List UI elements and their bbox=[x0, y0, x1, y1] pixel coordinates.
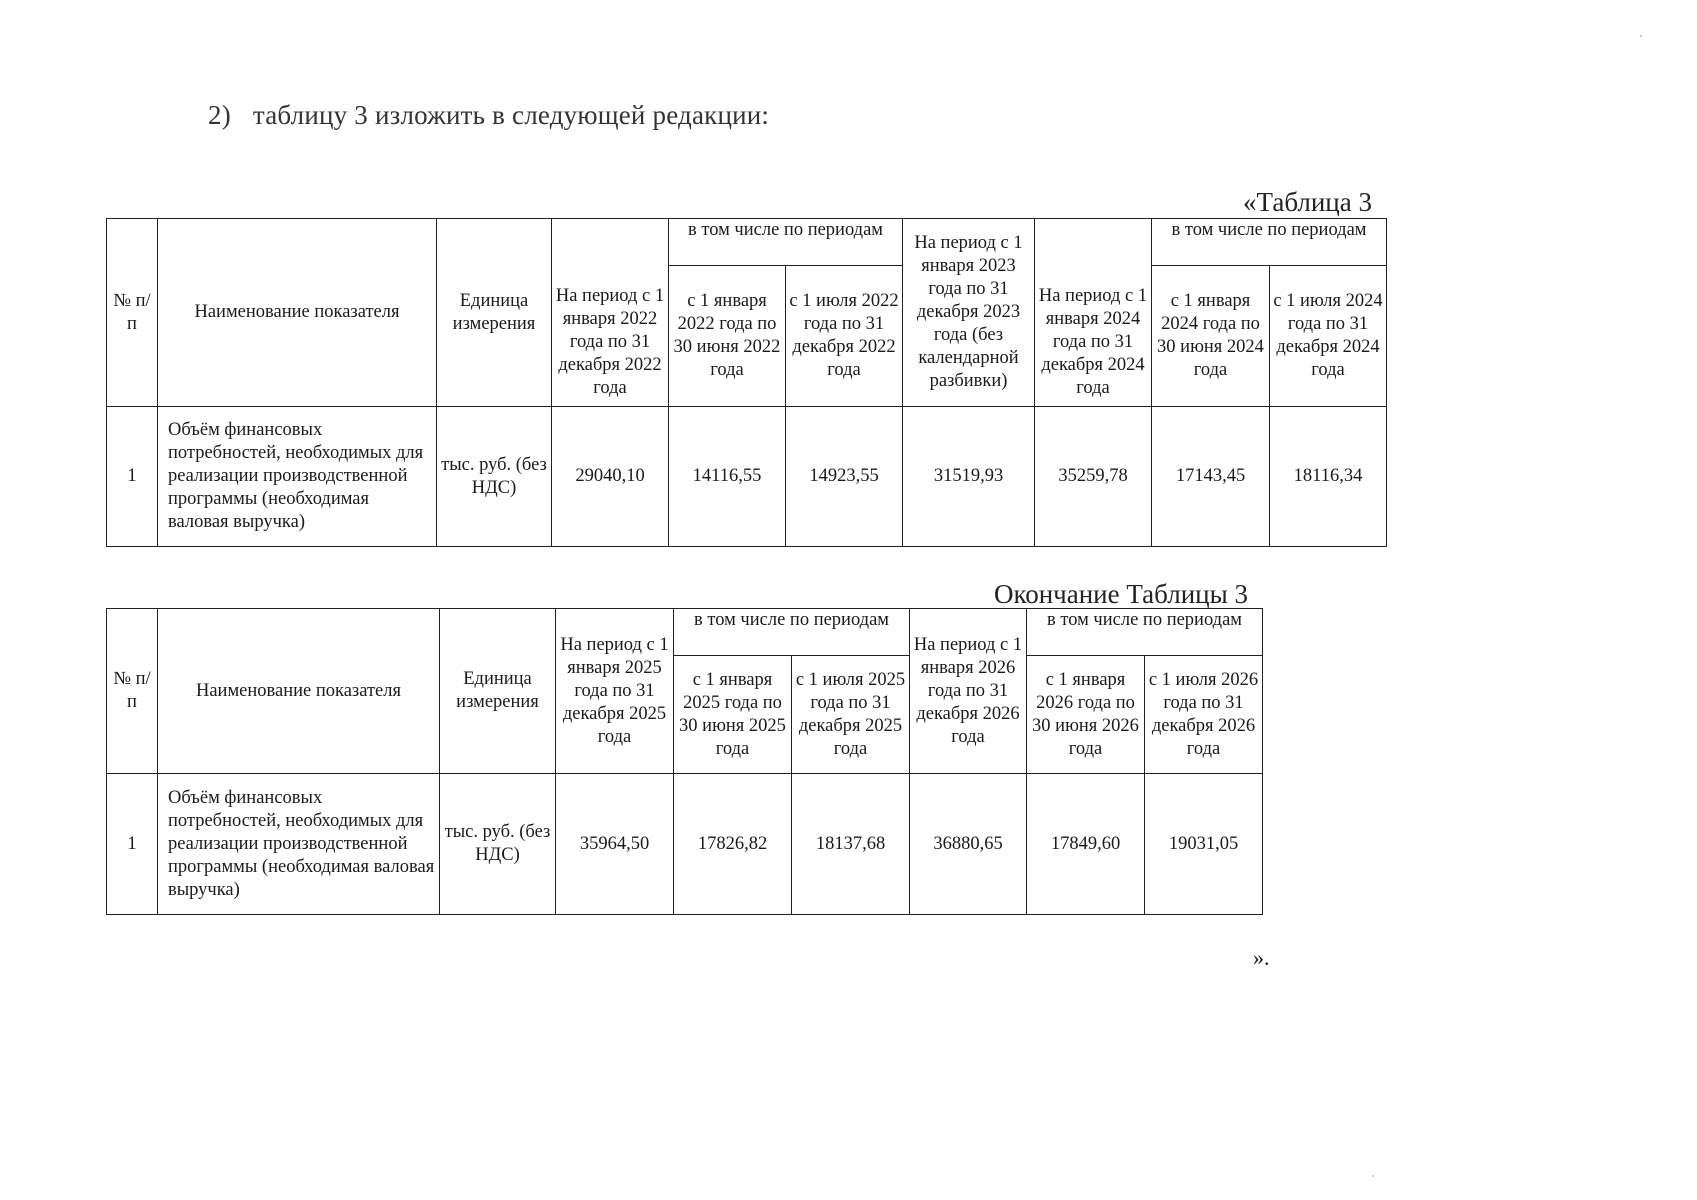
scan-speck bbox=[1372, 1175, 1374, 1177]
value-2026-h2: 19031,05 bbox=[1145, 774, 1263, 915]
header-2026-h1: с 1 января 2026 года по 30 июня 2026 года bbox=[1027, 656, 1145, 774]
header-unit: Единица измерения bbox=[437, 219, 552, 407]
intro-line bbox=[208, 100, 769, 131]
row-name: Объём финансовых потребностей, необходимых для реализации производственной программы (необходимая валовая выручка) bbox=[158, 407, 437, 547]
header-period-2022: На период с 1 января 2022 года по 31 декабря 2022 года bbox=[552, 219, 669, 407]
value-2022-h2: 14923,55 bbox=[786, 407, 903, 547]
row-unit: тыс. руб. (без НДС) bbox=[437, 407, 552, 547]
table2-caption: Окончание Таблицы 3 bbox=[993, 579, 1248, 609]
header-group-2026: в том числе по периодам bbox=[1027, 609, 1263, 656]
table-3-continuation bbox=[106, 608, 1263, 915]
header-name: Наименование показателя bbox=[158, 609, 440, 774]
value-2023: 31519,93 bbox=[903, 407, 1035, 547]
header-2024-h1: с 1 января 2024 года по 30 июня 2024 года bbox=[1152, 266, 1270, 407]
header-2025-h2: с 1 июля 2025 года по 31 декабря 2025 года bbox=[792, 656, 910, 774]
row-num: 1 bbox=[107, 407, 158, 547]
header-2026-h2: с 1 июля 2026 года по 31 декабря 2026 года bbox=[1145, 656, 1263, 774]
table1-caption: «Таблица 3 bbox=[1243, 187, 1372, 217]
value-2022-h1: 14116,55 bbox=[669, 407, 786, 547]
header-num: № п/п bbox=[107, 219, 158, 407]
table-row bbox=[107, 774, 1263, 915]
value-2025-h1: 17826,82 bbox=[674, 774, 792, 915]
table-3 bbox=[106, 218, 1387, 547]
header-period-2026: На период с 1 января 2026 года по 31 декабря 2026 года bbox=[910, 609, 1027, 774]
header-period-2024: На период с 1 января 2024 года по 31 декабря 2024 года bbox=[1035, 219, 1152, 407]
header-unit: Единица измерения bbox=[440, 609, 556, 774]
intro-text: таблицу 3 изложить в следующей редакции: bbox=[252, 100, 770, 130]
item-number: 2) bbox=[208, 100, 231, 130]
value-2022: 29040,10 bbox=[552, 407, 669, 547]
scan-speck bbox=[1640, 35, 1642, 37]
header-group-2025: в том числе по периодам bbox=[674, 609, 910, 656]
value-2026: 36880,65 bbox=[910, 774, 1027, 915]
value-2026-h1: 17849,60 bbox=[1027, 774, 1145, 915]
value-2024: 35259,78 bbox=[1035, 407, 1152, 547]
value-2025: 35964,50 bbox=[556, 774, 674, 915]
header-2025-h1: с 1 января 2025 года по 30 июня 2025 года bbox=[674, 656, 792, 774]
header-group-2022: в том числе по периодам bbox=[669, 219, 903, 266]
row-unit: тыс. руб. (без НДС) bbox=[440, 774, 556, 915]
header-group-2024: в том числе по периодам bbox=[1152, 219, 1387, 266]
value-2024-h2: 18116,34 bbox=[1270, 407, 1387, 547]
row-num: 1 bbox=[107, 774, 158, 915]
value-2024-h1: 17143,45 bbox=[1152, 407, 1270, 547]
header-2022-h1: с 1 января 2022 года по 30 июня 2022 года bbox=[669, 266, 786, 407]
header-period-2025: На период с 1 января 2025 года по 31 декабря 2025 года bbox=[556, 609, 674, 774]
header-name: Наименование показателя bbox=[158, 219, 437, 407]
header-period-2023: На период с 1 января 2023 года по 31 декабря 2023 года (без календарной разбивки) bbox=[903, 219, 1035, 407]
row-name: Объём финансовых потребностей, необходимых для реализации производственной программы (необходимая валовая выручка) bbox=[158, 774, 440, 915]
header-num: № п/п bbox=[107, 609, 158, 774]
header-2022-h2: с 1 июля 2022 года по 31 декабря 2022 года bbox=[786, 266, 903, 407]
table-row bbox=[107, 407, 1387, 547]
closing-quote: ». bbox=[1253, 945, 1270, 970]
value-2025-h2: 18137,68 bbox=[792, 774, 910, 915]
header-2024-h2: с 1 июля 2024 года по 31 декабря 2024 года bbox=[1270, 266, 1387, 407]
